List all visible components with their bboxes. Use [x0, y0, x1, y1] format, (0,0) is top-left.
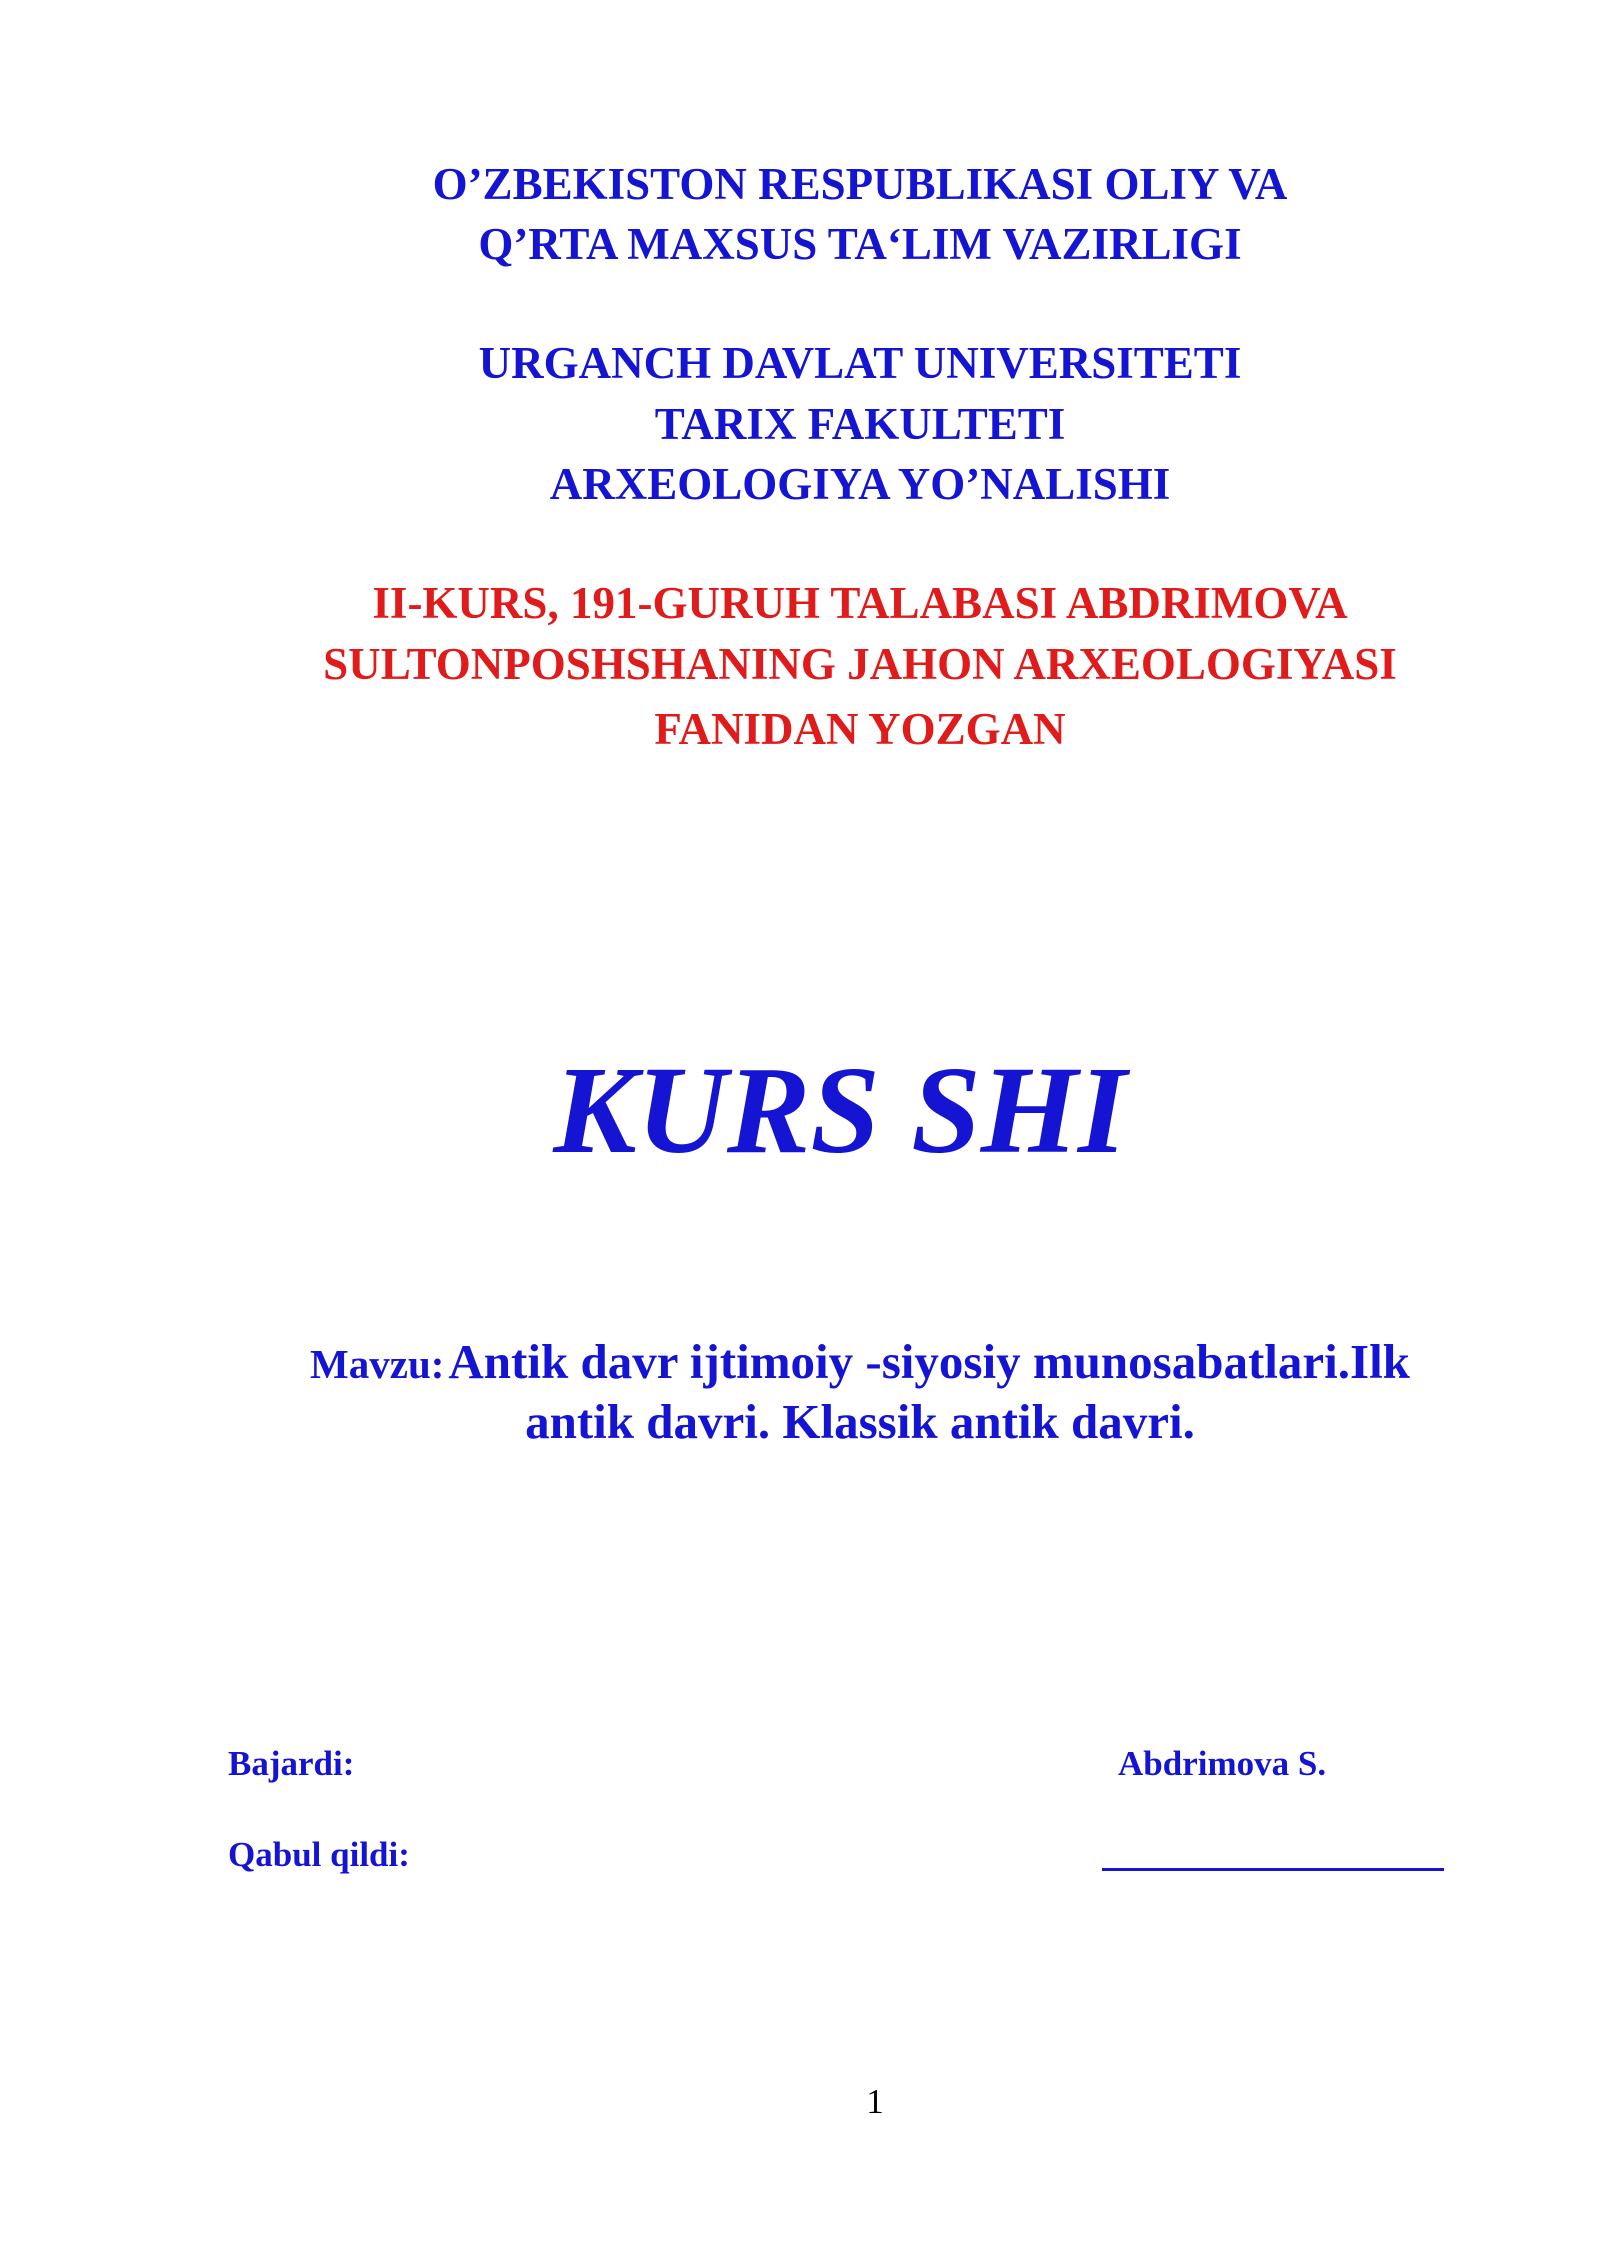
- student-line-1: II-KURS, 191-GURUH TALABASI ABDRIMOVA: [372, 578, 1348, 628]
- faculty-name: TARIX FAKULTETI: [654, 399, 1066, 449]
- ministry-line-2: Q’RTA MAXSUS TA‘LIM VAZIRLIGI: [478, 219, 1242, 269]
- student-line-3: FANIDAN YOZGAN: [654, 704, 1066, 754]
- student-line-2: SULTONPOSHSHANING JAHON ARXEOLOGIYASI: [323, 639, 1397, 689]
- ministry-line-1: O’ZBEKISTON RESPUBLIKASI OLIY VA: [432, 159, 1288, 209]
- done-label: Bajardi:: [228, 1744, 355, 1783]
- accepted-label: Qabul qildi:: [228, 1835, 410, 1874]
- topic-text-1: Antik davr ijtimoiy -siyosiy munosabatlari.Ilk: [448, 1334, 1410, 1389]
- page-number: 1: [866, 2082, 884, 2121]
- page-title: KURS SHI: [553, 1042, 1127, 1180]
- university-name: URGANCH DAVLAT UNIVERSITETI: [478, 338, 1242, 388]
- direction-name: ARXEOLOGIYA YO’NALISHI: [549, 459, 1171, 509]
- done-value: Abdrimova S.: [1118, 1744, 1327, 1783]
- signature-line: [1102, 1868, 1444, 1871]
- topic-label: Mavzu:: [310, 1341, 445, 1387]
- topic-line-1: [0, 1333, 1600, 1390]
- topic-line-2: antik davri. Klassik antik davri.: [525, 1394, 1195, 1449]
